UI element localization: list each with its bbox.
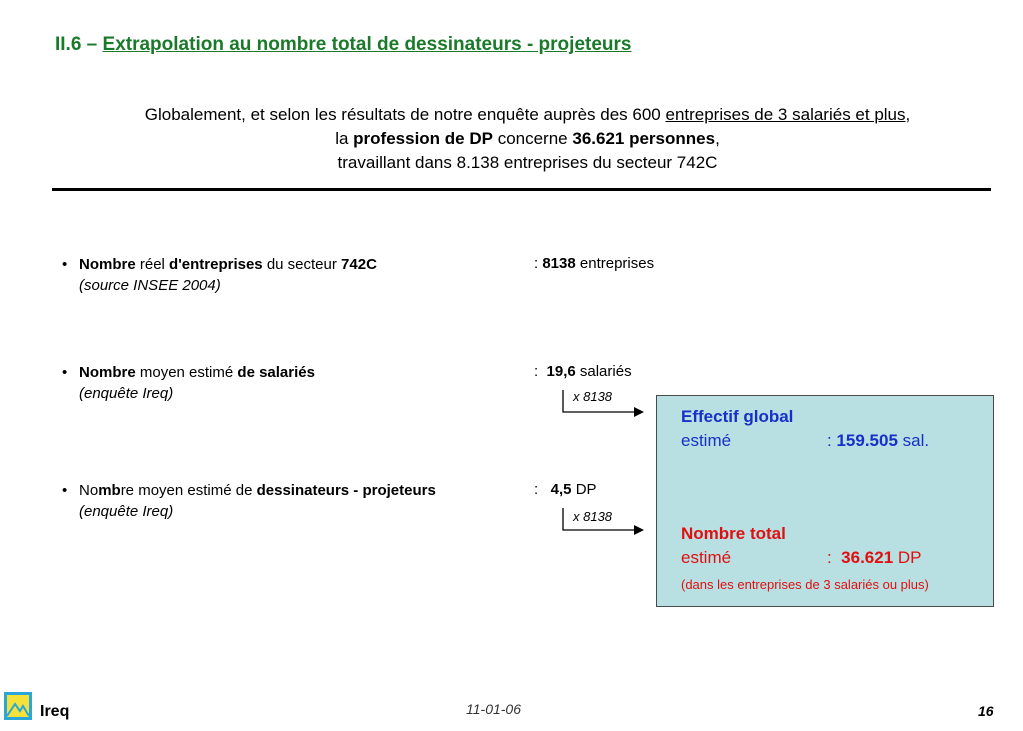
intro-line-3: travaillant dans 8.138 entreprises du secteur 742C bbox=[337, 153, 718, 172]
intro-text: la bbox=[335, 129, 354, 148]
value-number: 19,6 bbox=[546, 363, 576, 380]
item-text: Nombre bbox=[79, 256, 136, 273]
intro-line-2 bbox=[40, 127, 1015, 151]
item-text: moyen estimé bbox=[135, 364, 238, 381]
intro-text: , bbox=[715, 129, 720, 148]
item-text: de salariés bbox=[237, 364, 315, 381]
item-source: (enquête Ireq) bbox=[79, 385, 174, 402]
brand-name: Ireq bbox=[40, 703, 70, 720]
value-prefix: : bbox=[534, 363, 547, 380]
list-item-entreprises bbox=[62, 254, 377, 296]
item-source: (source INSEE 2004) bbox=[79, 277, 221, 294]
arrow-right-icon bbox=[562, 508, 646, 536]
list-item-salaries bbox=[62, 362, 315, 404]
item-text: 742C bbox=[341, 256, 377, 273]
arrow-right-icon bbox=[562, 390, 646, 418]
colon: : bbox=[827, 548, 842, 567]
value-prefix: : bbox=[534, 481, 551, 498]
effectif-value bbox=[827, 431, 929, 451]
total-unit: DP bbox=[893, 548, 922, 567]
intro-text: concerne bbox=[492, 129, 573, 148]
item-value bbox=[534, 363, 632, 380]
total-value bbox=[827, 548, 922, 568]
multiplier-label: x 8138 bbox=[573, 509, 613, 524]
item-text: réel bbox=[135, 256, 170, 273]
value-number: 4,5 bbox=[550, 481, 572, 498]
intro-underlined: entreprises de 3 salariés et plus bbox=[665, 105, 906, 124]
ireq-logo-icon bbox=[4, 692, 32, 720]
bullet: • bbox=[62, 256, 68, 273]
effectif-number: 159.505 bbox=[836, 431, 898, 450]
item-text: mb bbox=[98, 482, 121, 499]
item-text: No bbox=[79, 482, 99, 499]
item-value bbox=[534, 255, 654, 272]
value-unit: DP bbox=[571, 481, 597, 498]
value-unit: entreprises bbox=[575, 255, 655, 272]
intro-text: , bbox=[905, 105, 911, 124]
total-title: Nombre total bbox=[681, 524, 786, 543]
multiplier-label: x 8138 bbox=[573, 389, 613, 404]
title-text: Extrapolation au nombre total de dessinateurs - projeteurs bbox=[102, 34, 632, 55]
intro-bold: 36.621 personnes bbox=[572, 129, 716, 148]
value-unit: salariés bbox=[575, 363, 632, 380]
item-text: dessinateurs - projeteurs bbox=[256, 482, 436, 499]
item-text: d'entreprises bbox=[169, 256, 263, 273]
section-number: II.6 – bbox=[55, 34, 103, 55]
bullet: • bbox=[62, 482, 68, 499]
effectif-label: estimé bbox=[681, 431, 732, 450]
page-number: 16 bbox=[978, 703, 994, 719]
list-item-dessinateurs bbox=[62, 480, 436, 522]
effectif-title: Effectif global bbox=[681, 407, 794, 426]
item-source: (enquête Ireq) bbox=[79, 503, 174, 520]
intro-text: Globalement, et selon les résultats de notre enquête auprès des 600 bbox=[144, 105, 666, 124]
bullet: • bbox=[62, 364, 68, 381]
intro-line-1 bbox=[40, 103, 1015, 127]
value-number: 8138 bbox=[542, 255, 576, 272]
item-text: re moyen estimé de bbox=[120, 482, 257, 499]
value-prefix: : bbox=[534, 255, 543, 272]
slide-title bbox=[55, 34, 631, 56]
item-value bbox=[534, 481, 597, 498]
item-text: du secteur bbox=[262, 256, 342, 273]
horizontal-rule bbox=[52, 188, 991, 191]
footer-date: 11-01-06 bbox=[466, 701, 522, 717]
total-note: (dans les entreprises de 3 salariés ou plus) bbox=[681, 577, 929, 592]
effectif-unit: sal. bbox=[897, 431, 930, 450]
item-text: Nombre bbox=[79, 364, 136, 381]
total-number: 36.621 bbox=[841, 548, 894, 567]
colon: : bbox=[827, 431, 837, 450]
intro-bold: profession de DP bbox=[353, 129, 493, 148]
total-label: estimé bbox=[681, 548, 732, 567]
result-box bbox=[656, 395, 994, 607]
intro-paragraph bbox=[40, 103, 1015, 175]
